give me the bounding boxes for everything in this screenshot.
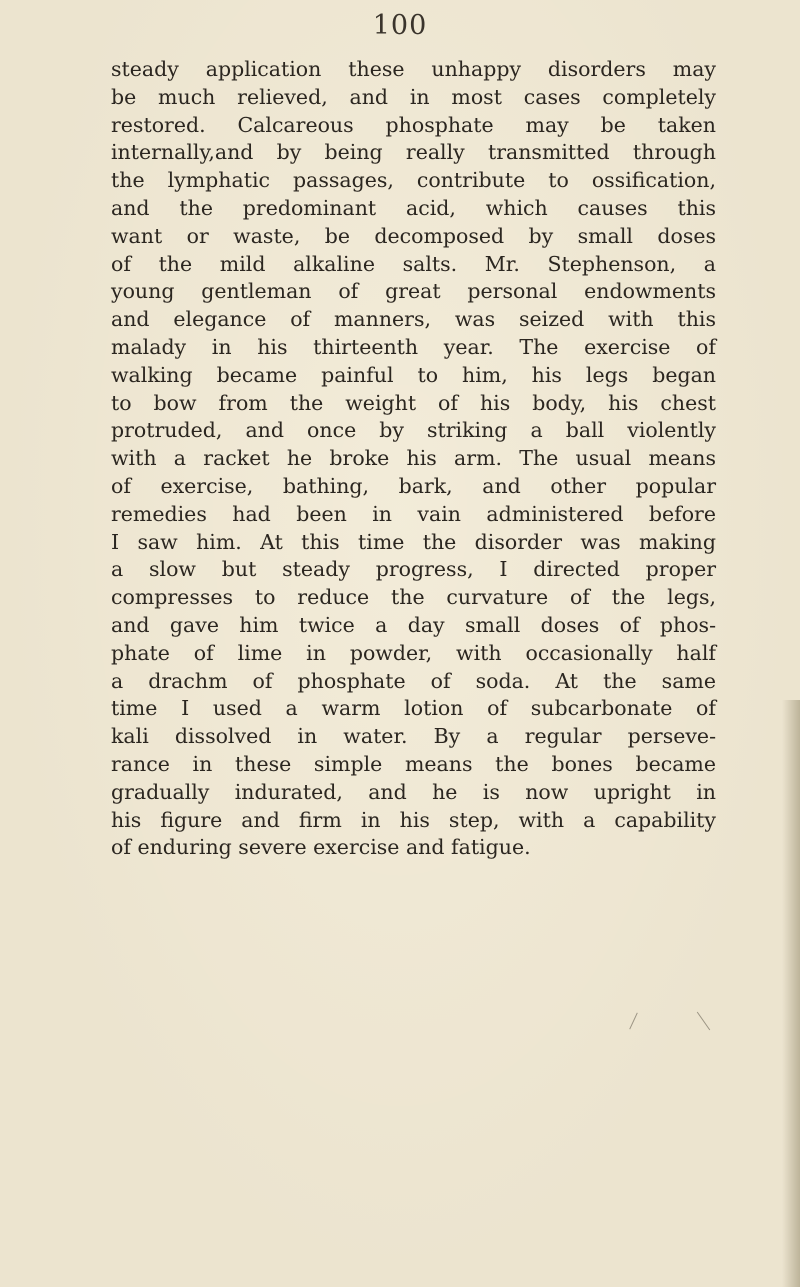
- text-line: rance in these simple means the bones became: [111, 751, 716, 776]
- text-line: want or waste, be decomposed by small doses: [111, 223, 716, 248]
- text-line: the lymphatic passages, contribute to ossification,: [111, 168, 716, 193]
- text-line-last: of enduring severe exercise and fatigue.: [111, 835, 531, 860]
- text-line: malady in his thirteenth year. The exercise of: [111, 334, 716, 359]
- text-line: of exercise, bathing, bark, and other popular: [111, 473, 716, 498]
- text-line: protruded, and once by striking a ball violently: [111, 418, 716, 443]
- text-line: steady application these unhappy disorders may: [111, 57, 716, 81]
- text-line: and elegance of manners, was seized with this: [111, 307, 716, 332]
- text-line: internally,and by being really transmitted through: [111, 140, 716, 165]
- text-line: remedies had been in vain administered before: [111, 501, 716, 526]
- text-line: of the mild alkaline salts. Mr. Stephenson, a: [111, 251, 716, 276]
- text-line: be much relieved, and in most cases completely: [111, 84, 716, 109]
- text-line: a slow but steady progress, I directed proper: [111, 557, 716, 582]
- paper-crease-mark: [697, 1012, 710, 1031]
- text-line: phate of lime in powder, with occasionally half: [111, 640, 716, 665]
- text-line: a drachm of phosphate of soda. At the same: [111, 668, 716, 693]
- text-line: young gentleman of great personal endowments: [111, 279, 716, 304]
- text-line: with a racket he broke his arm. The usual means: [111, 446, 716, 471]
- text-line: I saw him. At this time the disorder was making: [111, 529, 716, 554]
- text-line: and the predominant acid, which causes this: [111, 195, 716, 220]
- paper-crease-mark: [629, 1013, 638, 1030]
- page-number: 100: [372, 10, 428, 41]
- page-edge-shadow: [782, 700, 800, 1287]
- text-line: restored. Calcareous phosphate may be taken: [111, 112, 716, 137]
- text-line: kali dissolved in water. By a regular perseve-: [111, 724, 716, 749]
- text-line: and gave him twice a day small doses of phos-: [111, 612, 716, 637]
- text-line: walking became painful to him, his legs began: [111, 362, 716, 387]
- text-line: time I used a warm lotion of subcarbonate of: [111, 696, 716, 721]
- text-line: gradually indurated, and he is now upright in: [111, 779, 716, 804]
- body-text: [111, 56, 716, 862]
- text-line: to bow from the weight of his body, his chest: [111, 390, 716, 415]
- text-line: his figure and firm in his step, with a capability: [111, 807, 716, 832]
- text-line: compresses to reduce the curvature of the legs,: [111, 585, 716, 610]
